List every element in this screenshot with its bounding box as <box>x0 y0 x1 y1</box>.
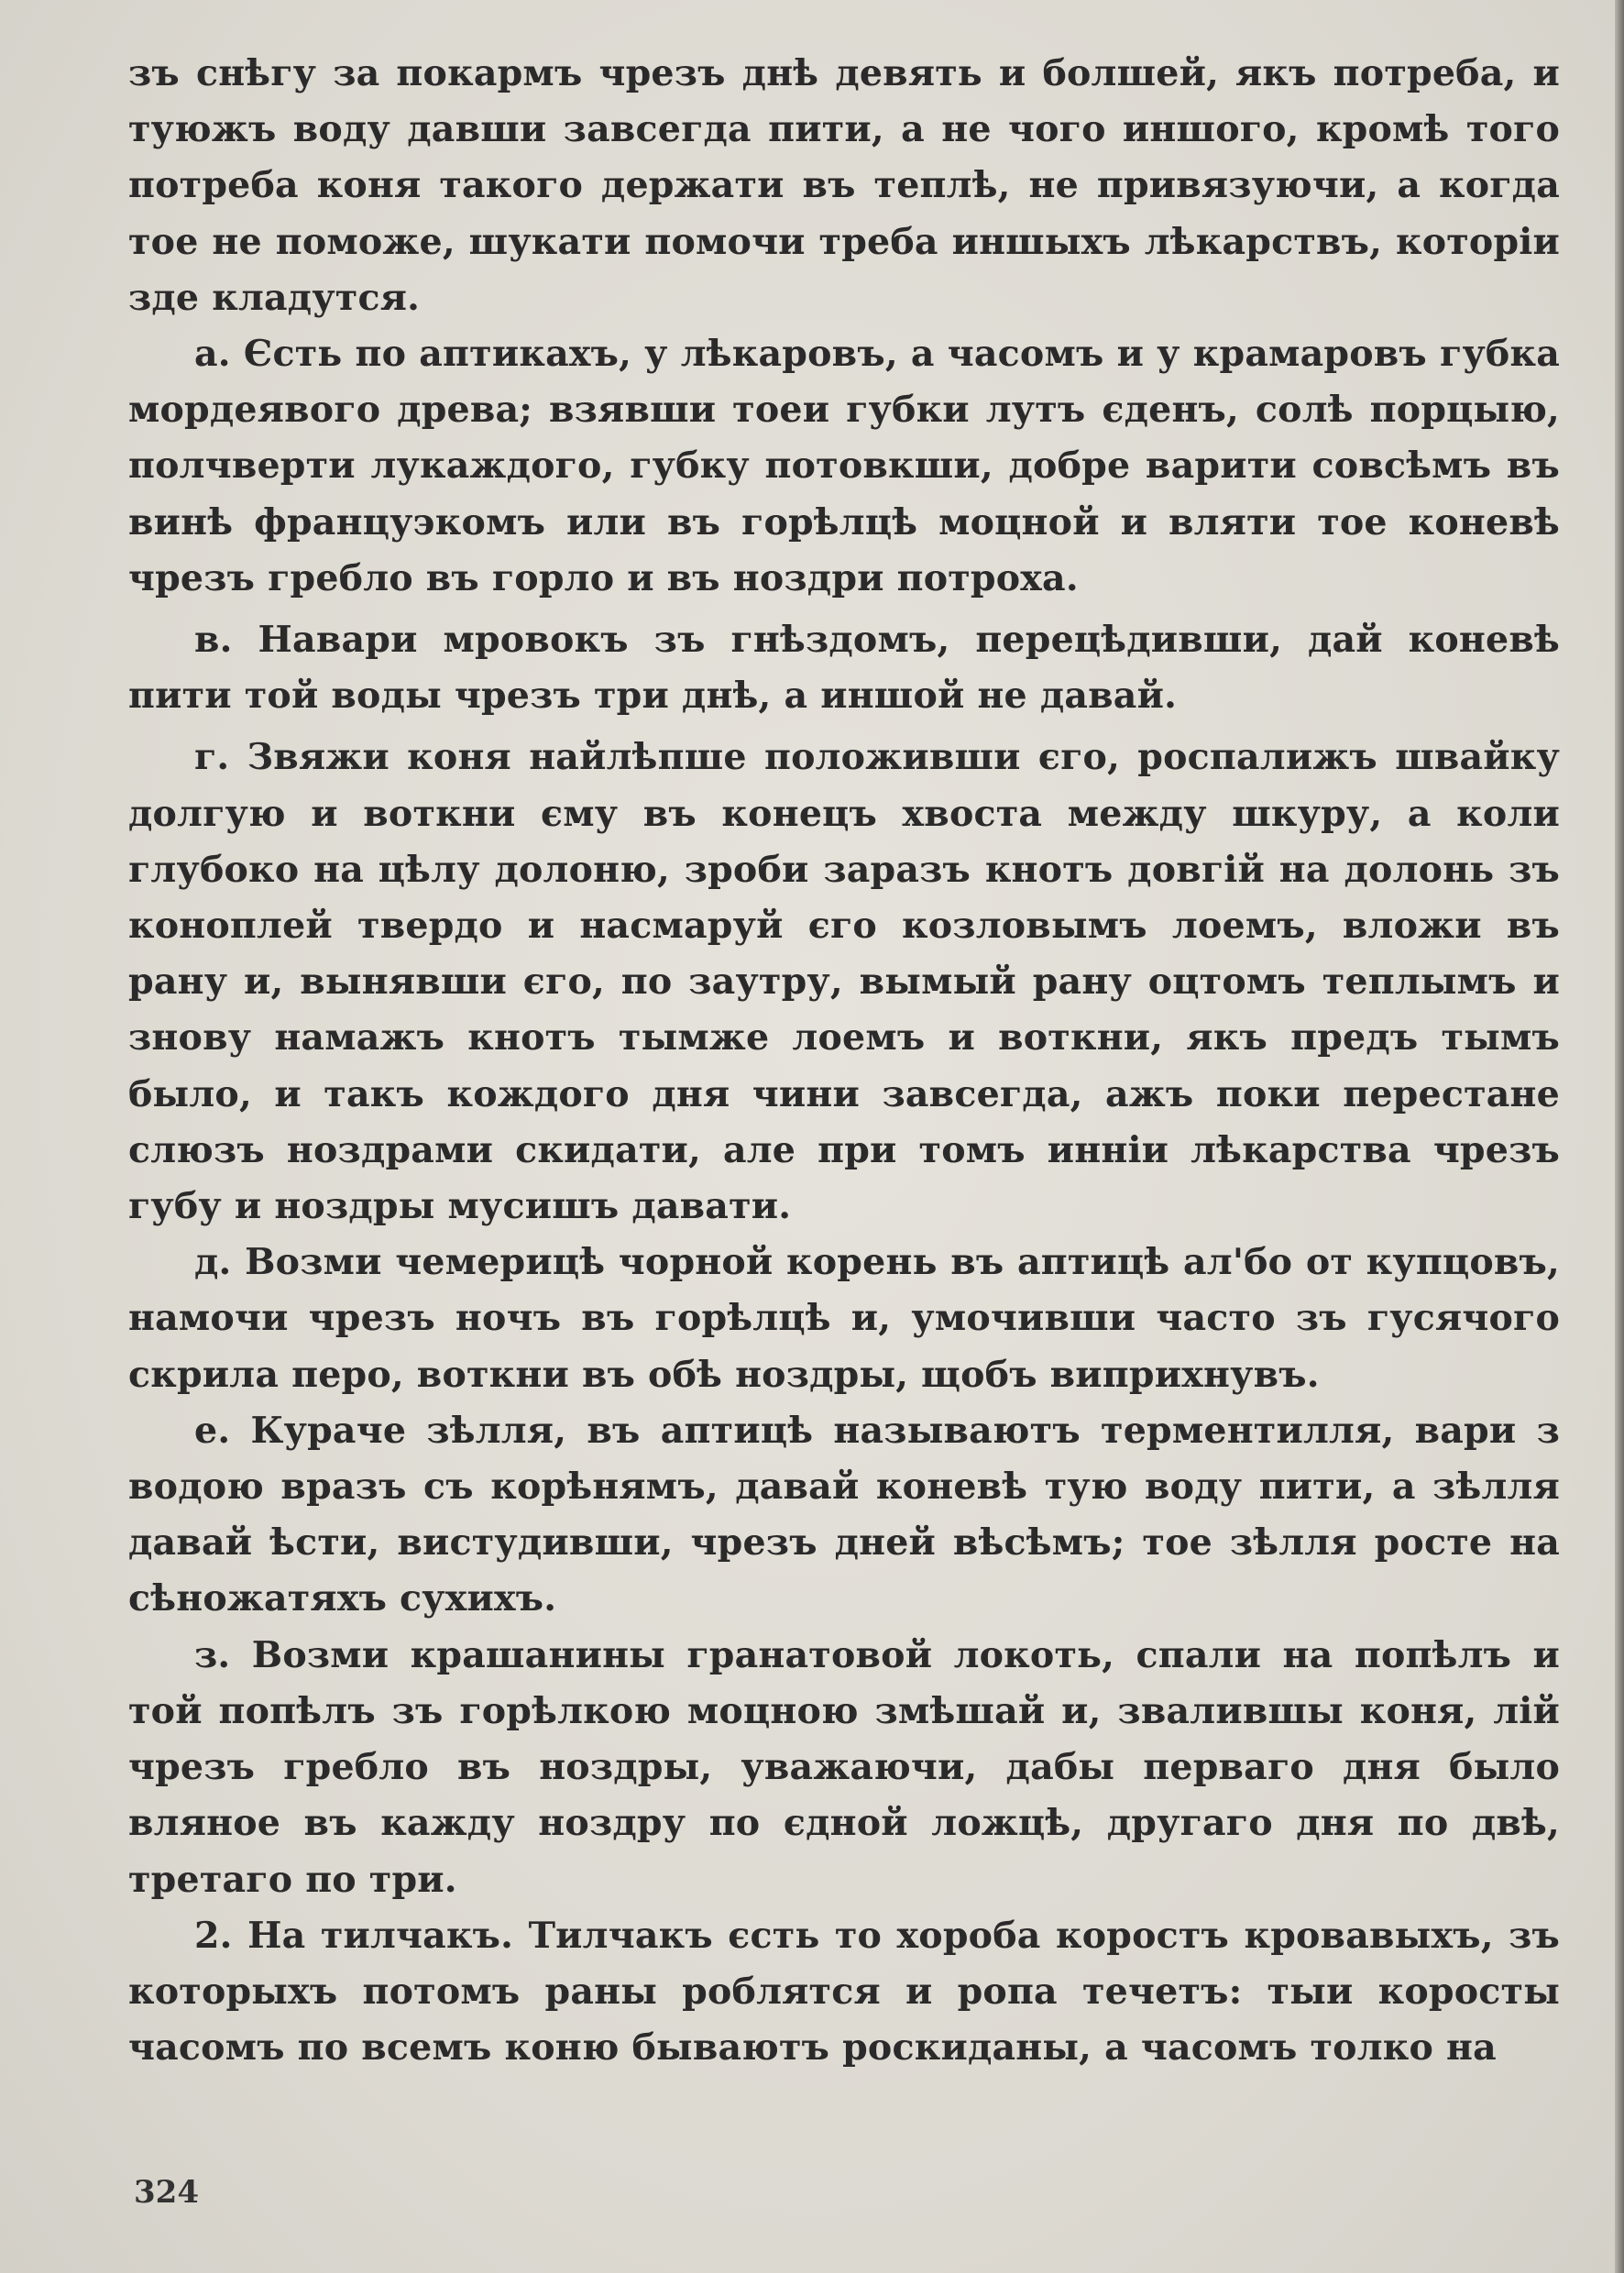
paragraph-remedy-z: з. Возми крашанины гранатовой локоть, спали на попѣлъ и той попѣлъ зъ горѣлкою моцною змѣшай и, звалившы коня, лій чрезъ гребло въ ноздры, уважаючи, дабы перваго дня было вляное въ кажду ноздру по єдной ложцѣ, другаго дня по двѣ, третаго по три. <box>128 1633 1560 1901</box>
section-heading: 2. На тилчакъ. <box>194 1914 514 1957</box>
paragraph-remedy-g: г. Звяжи коня найлѣпше положивши єго, роспалижъ швайку долгую и воткни єму въ конецъ хвоста между шкуру, а коли глубоко на цѣлу долоню, зроби заразъ кнотъ довгій на долонь зъ коноплей твердо и насмаруй єго козловымъ лоемъ, вложи въ рану и, вынявши єго, по заутру, вымый рану оцтомъ теплымъ и знову намажъ кнотъ тымже лоемъ и воткни, якъ предъ тымъ было, и такъ кождого дня чини завсегда, ажъ поки перестане слюзъ ноздрами скидати, але при томъ инніи лѣкарства чрезъ губу и ноздры мусишъ давати. <box>128 736 1560 1228</box>
body-text <box>128 46 1560 2076</box>
paragraph-remedy-d: д. Возми чемерицѣ чорной корень въ аптицѣ ал'бо от купцовъ, намочи чрезъ ночъ въ горѣлцѣ и, умочивши часто зъ гусячого скрила перо, воткни въ обѣ ноздры, щобъ виприхнувъ. <box>128 1241 1560 1396</box>
paragraph-section-2 <box>128 1908 1560 2077</box>
section-text: Тилчакъ єсть то хороба коростъ кровавыхъ, зъ которыхъ потомъ раны роблятся и ропа течетъ: тыи коросты часомъ по всемъ коню бываютъ роскиданы, а часомъ толко на <box>128 1914 1560 2070</box>
page-number: 324 <box>134 2174 199 2211</box>
paragraph-remedy-v: в. Навари мровокъ зъ гнѣздомъ, перецѣдивши, дай коневѣ пити той воды чрезъ три днѣ, а иншой не давай. <box>128 619 1560 718</box>
page-edge-shadow <box>1615 0 1624 2273</box>
paragraph-remedy-a: а. Єсть по аптикахъ, у лѣкаровъ, а часомъ и у крамаровъ губка мордеявого древа; взявши тоеи губки лутъ єденъ, солѣ порцыю, полчверти лукаждого, губку потовкши, добре варити совсѣмъ въ винѣ француэкомъ или въ горѣлцѣ моцной и вляти тое коневѣ чрезъ гребло въ горло и въ ноздри потроха. <box>128 333 1560 599</box>
paragraph-continuation: зъ снѣгу за покармъ чрезъ днѣ девять и болшей, якъ потреба, и туюжъ воду давши завсегда пити, а не чого иншого, кромѣ того потреба коня такого держати въ теплѣ, не привязуючи, а когда тое не поможе, шукати помочи треба иншыхъ лѣкарствъ, которіи зде кладутся. <box>128 52 1560 319</box>
paragraph-remedy-e: е. Кураче зѣлля, въ аптицѣ называютъ терментилля, вари з водою вразъ съ корѣнямъ, давай коневѣ тую воду пити, а зѣлля давай ѣсти, вистудивши, чрезъ дней вѣсѣмъ; тое зѣлля росте на сѣножатяхъ сухихъ. <box>128 1409 1560 1620</box>
